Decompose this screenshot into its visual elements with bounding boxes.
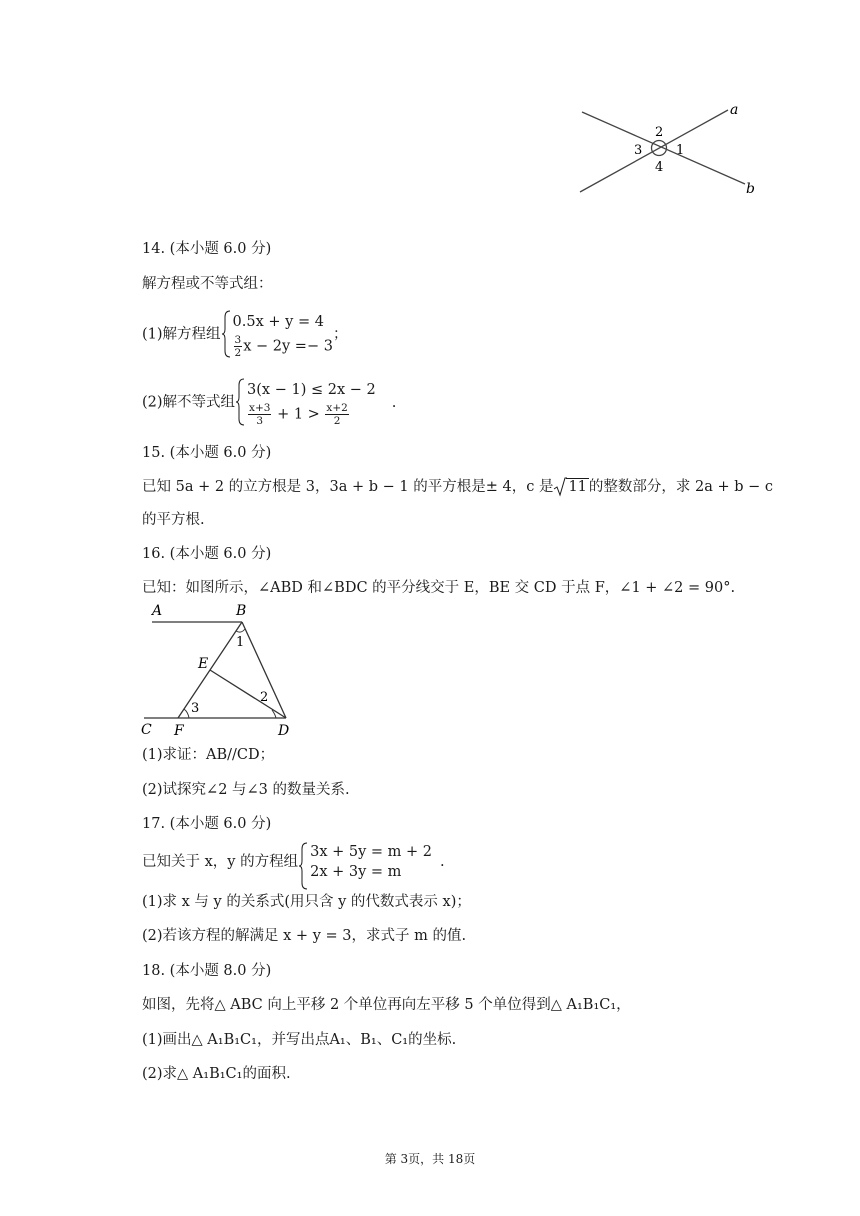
q17-end: .: [440, 854, 445, 870]
q17-system: [298, 842, 432, 882]
q14-p2-system: [235, 378, 376, 427]
q14-part1: [142, 310, 347, 359]
q14-intro: 解方程或不等式组：: [142, 276, 273, 292]
fraction: [248, 402, 271, 427]
radical-icon: [553, 477, 567, 497]
label-F: F: [174, 723, 184, 739]
q14-p1-eq1: 0.5x + y = 4: [232, 314, 324, 330]
frac-num: x+3: [249, 402, 271, 414]
frac-den: 2: [234, 347, 242, 359]
eq-rest: x − 2y =− 3: [243, 338, 333, 355]
q15-text-a: 已知 5a + 2 的立方根是 3，3a + b − 1 的平方根是± 4，c 是: [142, 479, 554, 495]
frac-num: x+2: [326, 402, 348, 414]
q17-intro-text: 已知关于 x，y 的方程组: [142, 854, 299, 870]
q16-intro: 已知：如图所示，∠ABD 和∠BDC 的平分线交于 E，BE 交 CD 于点 F，∠1 + ∠2 = 90°.: [142, 580, 736, 596]
q18-header: 18. (本小题 8.0 分): [142, 963, 272, 979]
label-2: 2: [260, 690, 269, 705]
brace-icon: [221, 310, 231, 358]
intersecting-lines-figure: [570, 96, 770, 206]
q14-p2-eq2: [247, 402, 376, 427]
sqrt-expression: [553, 477, 588, 497]
fraction: [234, 334, 243, 359]
q14-p1-system: [221, 310, 333, 359]
label-E: E: [198, 656, 209, 672]
brace-icon: [298, 842, 308, 890]
geometry-figure-q16: [136, 598, 306, 740]
q14-part2: [142, 378, 396, 427]
q18-part1: (1)画出△ A₁B₁C₁，并写出点A₁、B₁、C₁的坐标.: [142, 1032, 457, 1048]
q14-p1-eq2: [233, 334, 333, 359]
q15-line1: [142, 477, 773, 497]
frac-num: 3: [234, 334, 242, 346]
q15-text-b: 的整数部分，求 2a + b − c: [588, 479, 774, 495]
label-3: 3: [191, 701, 200, 716]
label-1: 1: [236, 635, 245, 650]
q14-p1-label: (1)解方程组: [142, 326, 221, 343]
q17-eq2: 2x + 3y = m: [310, 864, 402, 880]
q17-intro: [142, 842, 445, 882]
q14-p2-eq1: 3(x − 1) ≤ 2x − 2: [247, 382, 376, 398]
fraction: [325, 402, 348, 427]
q18-intro: 如图，先将△ ABC 向上平移 2 个单位再向左平移 5 个单位得到△ A₁B₁C₁，: [142, 997, 631, 1013]
radicand: 11: [568, 479, 587, 495]
label-A: A: [152, 603, 163, 619]
label-2: 2: [655, 125, 664, 140]
page-footer: 第 3页，共 18页: [384, 1152, 476, 1166]
label-B: B: [236, 603, 247, 619]
label-a: a: [730, 102, 739, 118]
label-b: b: [746, 181, 755, 197]
q16-header: 16. (本小题 6.0 分): [142, 546, 272, 562]
frac-den: 2: [333, 415, 341, 427]
q14-p2-label: (2)解不等式组: [142, 394, 236, 411]
q16-part1: (1)求证：AB//CD；: [142, 747, 275, 763]
q14-p2-end: .: [391, 394, 397, 411]
q17-part2: (2)若该方程的解满足 x + y = 3，求式子 m 的值.: [142, 928, 467, 944]
brace-icon: [235, 378, 245, 426]
q15-line2: 的平方根.: [142, 512, 205, 528]
q16-part2: (2)试探究∠2 与∠3 的数量关系.: [142, 782, 350, 798]
q15-header: 15. (本小题 6.0 分): [142, 445, 272, 461]
q17-header: 17. (本小题 6.0 分): [142, 816, 272, 832]
label-D: D: [278, 723, 290, 739]
eq-mid: + 1 >: [277, 406, 320, 423]
q14-header: 14. (本小题 6.0 分): [142, 241, 272, 257]
label-4: 4: [655, 160, 664, 175]
frac-den: 3: [256, 415, 264, 427]
q17-eq1: 3x + 5y = m + 2: [310, 844, 432, 860]
q14-p1-end: ；: [332, 326, 348, 343]
q17-part1: (1)求 x 与 y 的关系式(用只含 y 的代数式表示 x)；: [142, 894, 471, 910]
q18-part2: (2)求△ A₁B₁C₁的面积.: [142, 1066, 291, 1082]
label-1: 1: [676, 143, 685, 158]
label-3: 3: [634, 143, 643, 158]
label-C: C: [141, 722, 152, 738]
